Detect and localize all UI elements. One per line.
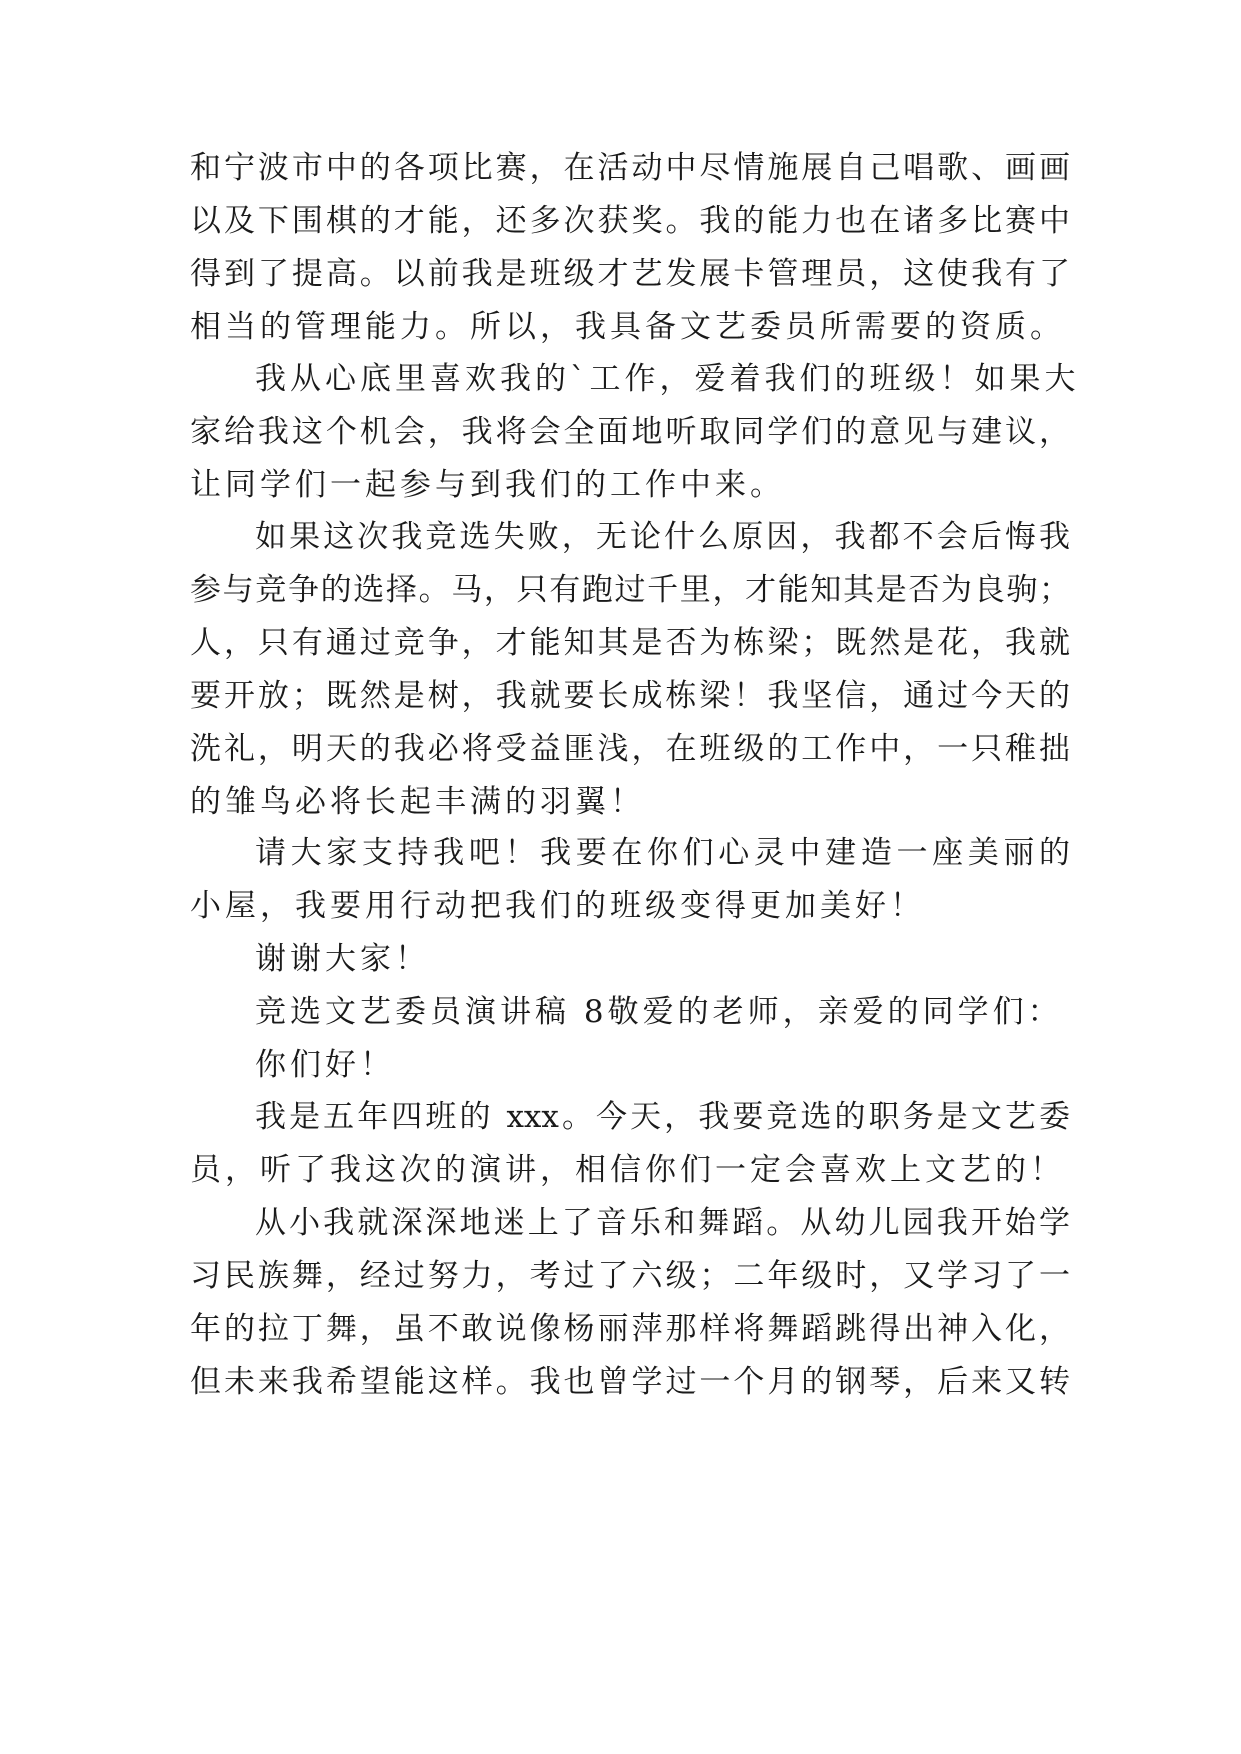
text-line: 小屋，我要用行动把我们的班级变得更加美好！ <box>190 888 925 924</box>
text-line: 年的拉丁舞，虽不敢说像杨丽萍那样将舞蹈跳得出神入化， <box>190 1311 1070 1347</box>
paragraph-first-line: 竞选文艺委员演讲稿 8敬爱的老师，亲爱的同学们： <box>255 994 1063 1030</box>
text-line: 习民族舞，经过努力，考过了六级；二年级时，又学习了一 <box>190 1258 1070 1294</box>
text-line: 家给我这个机会，我将会全面地听取同学们的意见与建议， <box>190 414 1070 450</box>
paragraph-first-line: 你们好！ <box>255 1047 395 1083</box>
text-line: 和宁波市中的各项比赛，在活动中尽情施展自己唱歌、画画 <box>190 150 1070 186</box>
text-line: 得到了提高。以前我是班级才艺发展卡管理员，这使我有了 <box>190 256 1070 292</box>
text-line: 员，听了我这次的演讲，相信你们一定会喜欢上文艺的！ <box>190 1152 1065 1188</box>
text-line: 的雏鸟必将长起丰满的羽翼！ <box>190 784 645 820</box>
paragraph-first-line: 我是五年四班的 xxx。今天，我要竞选的职务是文艺委 <box>255 1099 1070 1135</box>
text-line: 让同学们一起参与到我们的工作中来。 <box>190 467 785 503</box>
paragraph-first-line: 如果这次我竞选失败，无论什么原因，我都不会后悔我 <box>255 519 1070 555</box>
text-line: 人，只有通过竞争，才能知其是否为栋梁；既然是花，我就 <box>190 625 1070 661</box>
text-line: 相当的管理能力。所以，我具备文艺委员所需要的资质。 <box>190 309 1065 345</box>
text-line: 但未来我希望能这样。我也曾学过一个月的钢琴，后来又转 <box>190 1364 1070 1400</box>
paragraph-first-line: 从小我就深深地迷上了音乐和舞蹈。从幼儿园我开始学 <box>255 1205 1070 1241</box>
text-line: 参与竞争的选择。马，只有跑过千里，才能知其是否为良驹； <box>190 572 1070 608</box>
text-line: 以及下围棋的才能，还多次获奖。我的能力也在诸多比赛中 <box>190 203 1070 239</box>
paragraph-first-line: 谢谢大家！ <box>255 941 430 977</box>
paragraph-first-line: 我从心底里喜欢我的`工作，爱着我们的班级！如果大 <box>255 361 1080 397</box>
text-line: 要开放；既然是树，我就要长成栋梁！我坚信，通过今天的 <box>190 678 1070 714</box>
paragraph-first-line: 请大家支持我吧！我要在你们心灵中建造一座美丽的 <box>255 835 1070 871</box>
text-line: 洗礼，明天的我必将受益匪浅，在班级的工作中，一只稚拙 <box>190 731 1070 767</box>
